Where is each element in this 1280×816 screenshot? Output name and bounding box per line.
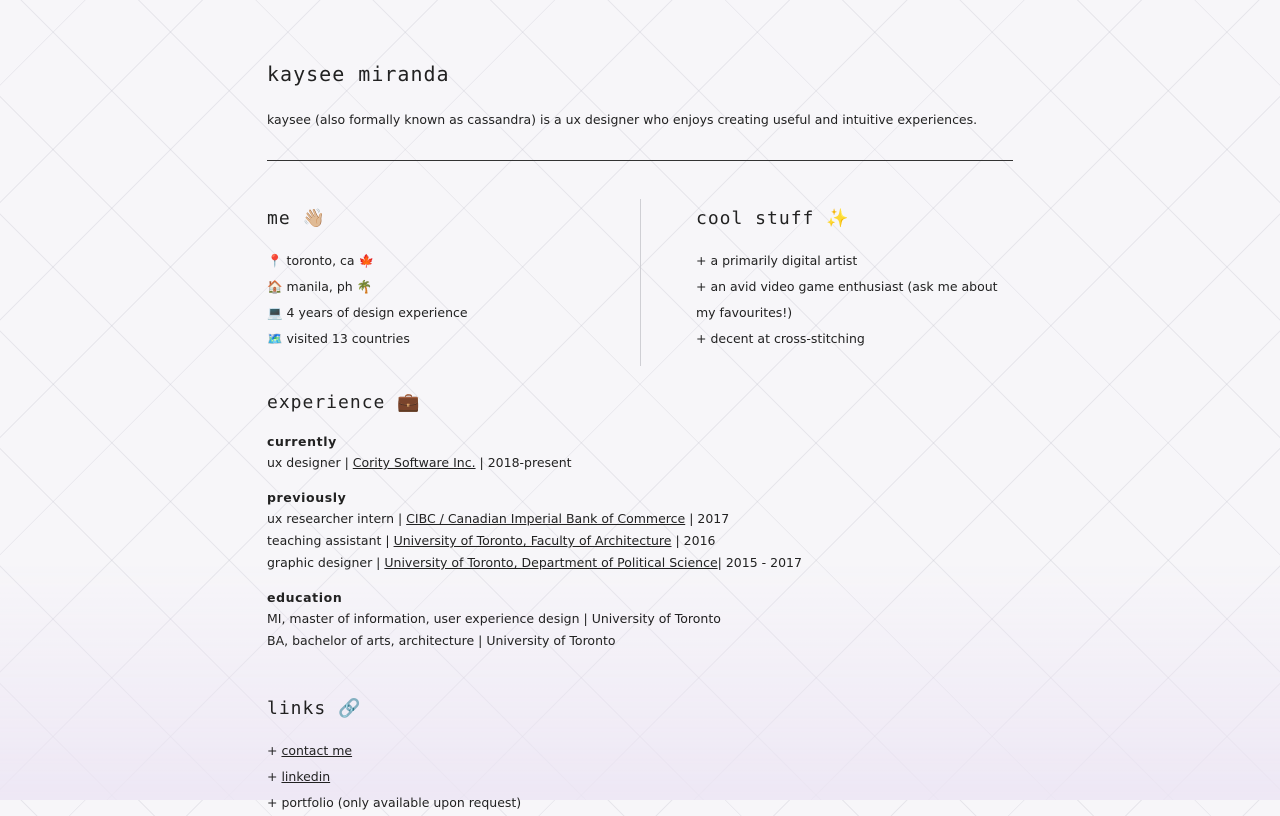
cool-stuff-item-gamer: + an avid video game enthusiast (ask me about my favourites!)	[696, 279, 998, 320]
experience-currently	[267, 432, 1013, 474]
links-heading: links 🔗	[267, 698, 362, 719]
portfolio-note: portfolio (only available upon request)	[281, 795, 522, 810]
me-heading: me 👋🏼	[267, 208, 326, 229]
link-prefix: +	[267, 769, 282, 784]
link-item	[267, 790, 1013, 816]
experience-previously	[267, 488, 1013, 574]
uoft-political-science-link[interactable]: University of Toronto, Department of Political Science	[384, 555, 718, 570]
entry-role: graphic designer |	[267, 555, 385, 570]
education-entry: BA, bachelor of arts, architecture | University of Toronto	[267, 633, 616, 648]
experience-heading: experience 💼	[267, 392, 421, 413]
cority-link[interactable]: Cority Software Inc.	[352, 455, 476, 470]
me-item-experience: 💻 4 years of design experience	[267, 305, 468, 320]
experience-section	[267, 384, 1013, 666]
column-divider	[640, 199, 641, 366]
page-title: kaysee miranda	[267, 62, 450, 86]
experience-entry	[267, 552, 1013, 574]
contact-me-link[interactable]: contact me	[281, 743, 353, 758]
entry-role: teaching assistant |	[267, 533, 394, 548]
me-section	[267, 200, 627, 352]
me-list	[267, 248, 627, 352]
linkedin-link[interactable]: linkedin	[281, 769, 331, 784]
entry-dates: | 2015 - 2017	[717, 555, 802, 570]
previously-label: previously	[267, 490, 347, 505]
uoft-architecture-link[interactable]: University of Toronto, Faculty of Architecture	[393, 533, 672, 548]
cool-stuff-item-stitching: + decent at cross-stitching	[696, 331, 865, 346]
me-item-countries: 🗺️ visited 13 countries	[267, 331, 410, 346]
entry-role: ux researcher intern |	[267, 511, 407, 526]
link-item	[267, 764, 1013, 790]
entry-dates: | 2017	[685, 511, 730, 526]
currently-label: currently	[267, 434, 337, 449]
entry-role: ux designer |	[267, 455, 353, 470]
experience-entry	[267, 452, 1013, 474]
me-item-location: 📍 toronto, ca 🍁	[267, 253, 375, 268]
education-label: education	[267, 590, 343, 605]
education-entry: MI, master of information, user experience design | University of Toronto	[267, 611, 721, 626]
experience-entry	[267, 530, 1013, 552]
header-divider	[267, 160, 1013, 161]
entry-dates: | 2018-present	[475, 455, 572, 470]
experience-entry	[267, 508, 1013, 530]
cibc-link[interactable]: CIBC / Canadian Imperial Bank of Commerce	[406, 511, 686, 526]
cool-stuff-heading: cool stuff ✨	[696, 208, 850, 229]
links-section	[267, 690, 1013, 816]
link-prefix: +	[267, 743, 282, 758]
experience-education	[267, 588, 1013, 652]
link-item	[267, 738, 1013, 764]
me-item-home: 🏠 manila, ph 🌴	[267, 279, 373, 294]
link-prefix: +	[267, 795, 282, 810]
entry-dates: | 2016	[671, 533, 716, 548]
cool-stuff-item-artist: + a primarily digital artist	[696, 253, 858, 268]
links-list	[267, 738, 1013, 816]
cool-stuff-list	[696, 248, 1013, 352]
cool-stuff-section	[696, 200, 1013, 352]
intro-text: kaysee (also formally known as cassandra) is a ux designer who enjoys creating useful and intuitive experiences.	[267, 112, 978, 127]
